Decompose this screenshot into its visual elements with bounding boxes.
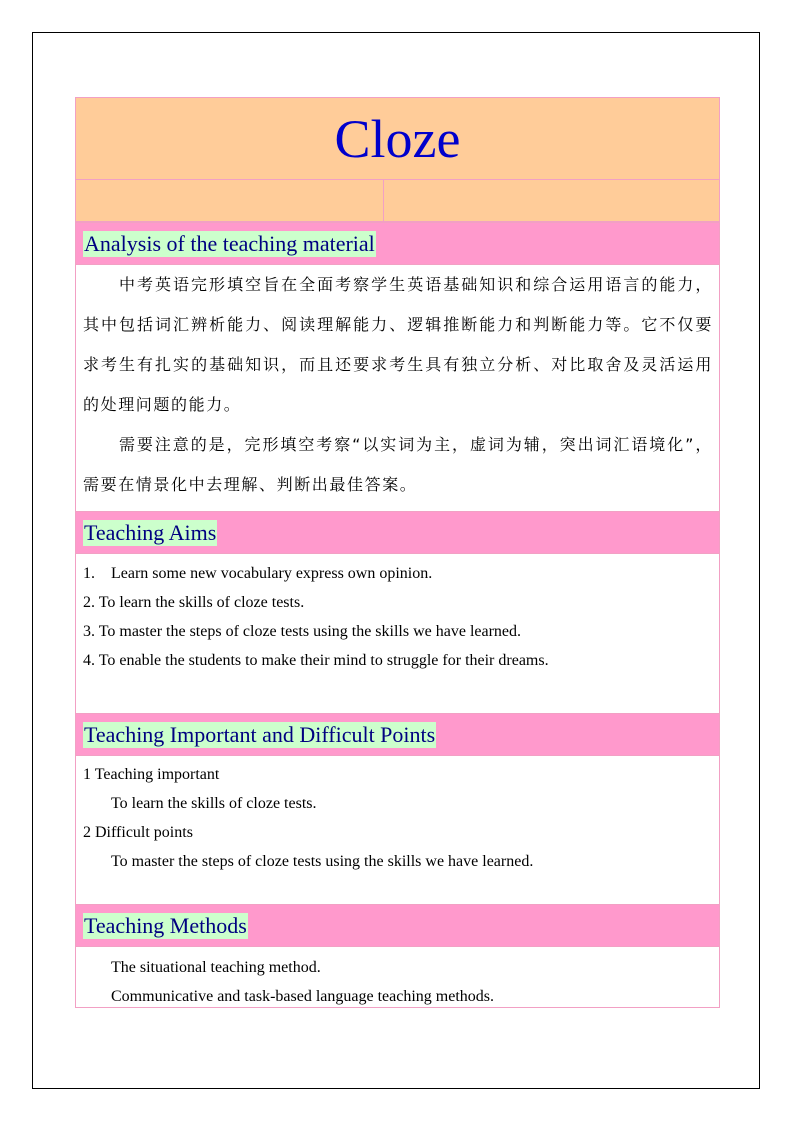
method-item-1: The situational teaching method. (111, 959, 321, 976)
cell-divider (383, 180, 384, 221)
page-title: Cloze (334, 108, 461, 169)
methods-list (83, 953, 713, 1011)
aim-item-1: 1. Learn some new vocabulary express own opinion. (83, 565, 433, 582)
title-cell (76, 98, 719, 180)
analysis-paragraph-2: 需要注意的是，完形填空考察“以实词为主，虚词为辅，突出词汇语境化”，需要在情景化中去理解、判断出最佳答案。 (83, 435, 713, 494)
analysis-body (83, 265, 713, 505)
important-label: 1 Teaching important (83, 766, 220, 783)
aims-heading: Teaching Aims (84, 520, 217, 545)
methods-heading: Teaching Methods (84, 913, 247, 938)
aim-item-2: 2. To learn the skills of cloze tests. (83, 594, 305, 611)
aims-list (83, 559, 713, 675)
points-heading: Teaching Important and Difficult Points (84, 722, 436, 747)
points-body (83, 760, 713, 876)
analysis-heading: Analysis of the teaching material (84, 231, 375, 256)
lesson-plan-table (75, 97, 720, 1008)
analysis-paragraph-1: 中考英语完形填空旨在全面考察学生英语基础知识和综合运用语言的能力，其中包括词汇辨析能力、阅读理解能力、逻辑推断能力和判断能力等。它不仅要求考生有扎实的基础知识，而且还要求考生具有独立分析、对比取舍及灵活运用的处理问题的能力。 (83, 275, 713, 414)
aim-item-4: 4. To enable the students to make their mind to struggle for their dreams. (83, 652, 549, 669)
methods-heading-row (76, 904, 719, 947)
important-text: To learn the skills of cloze tests. (111, 795, 317, 812)
aim-item-3: 3. To master the steps of cloze tests using the skills we have learned. (83, 623, 522, 640)
subtitle-row (76, 180, 719, 222)
method-item-2: Communicative and task-based language teaching methods. (111, 988, 494, 1005)
points-heading-row (76, 713, 719, 756)
difficult-text: To master the steps of cloze tests using the skills we have learned. (111, 853, 534, 870)
aims-heading-row (76, 511, 719, 554)
difficult-label: 2 Difficult points (83, 824, 193, 841)
analysis-heading-row (76, 222, 719, 265)
